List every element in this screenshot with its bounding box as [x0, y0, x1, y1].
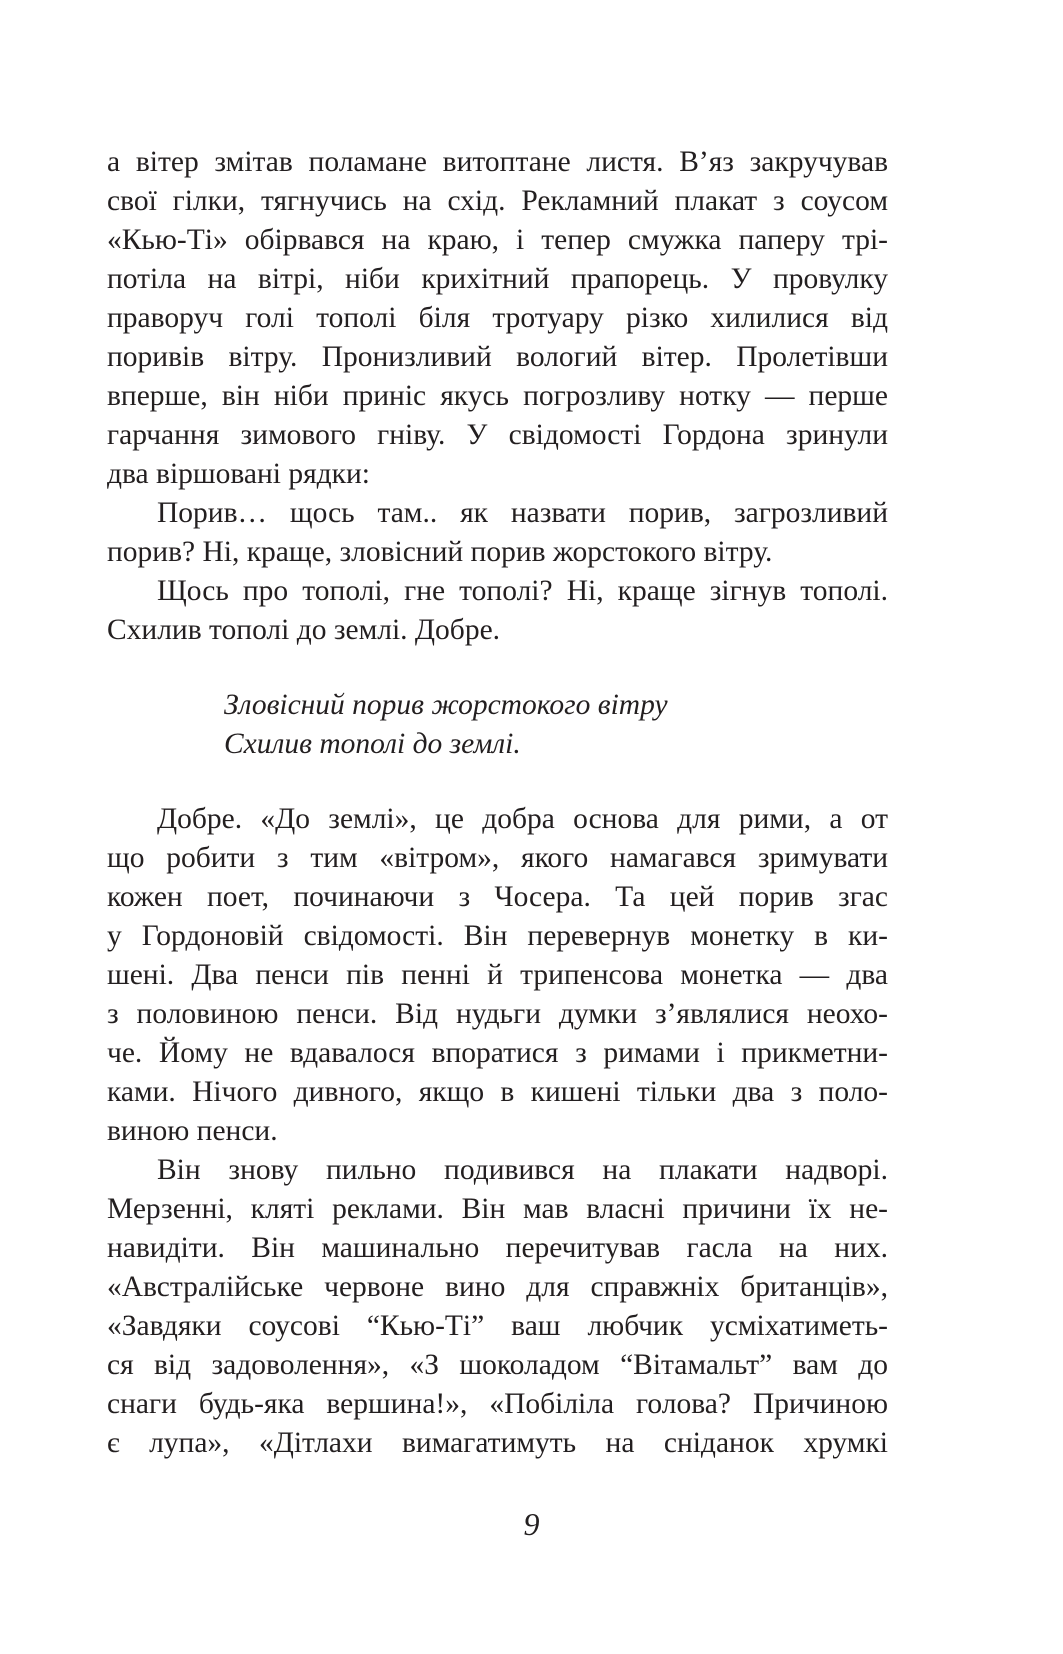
- text-line: Схилив тополі до землі. Добре.: [107, 614, 501, 646]
- text-line: виною пенси.: [107, 1115, 278, 1147]
- text-line: снаги будь-яка вершина!», «Побіліла голова? Причиною: [107, 1388, 888, 1420]
- text-line: Добре. «До землі», це добра основа для рими, а от: [157, 803, 888, 835]
- text-line: кожен поет, починаючи з Чосера. Та цей порив згас: [107, 881, 888, 913]
- text-line: свої гілки, тягнучись на схід. Рекламний плакат з соусом: [107, 185, 888, 217]
- text-line: «Завдяки соусові “Кью-Ті” ваш любчик усміхатиметь-: [107, 1310, 888, 1342]
- page-number: 9: [523, 1506, 540, 1542]
- text-line: че. Йому не вдавалося впоратися з римами і прикметни-: [107, 1037, 888, 1069]
- text-line: два віршовані рядки:: [107, 458, 370, 490]
- text-line: «Кью-Ті» обірвався на краю, і тепер смужка паперу трі-: [107, 224, 888, 256]
- text-line: що робити з тим «вітром», якого намагався зримувати: [107, 842, 888, 874]
- text-line: вперше, він ніби приніс якусь погрозливу нотку — перше: [107, 380, 888, 412]
- poem-quote: [224, 686, 888, 764]
- text-line: Порив… щось там.. як назвати порив, загрозливий: [157, 497, 888, 529]
- text-line: поривів вітру. Пронизливий вологий вітер. Пролетівши: [107, 341, 888, 373]
- poem-line: Зловісний порив жорстокого вітру: [224, 689, 668, 721]
- section-gap: [107, 650, 888, 686]
- paragraph: [107, 1151, 888, 1463]
- text-line: гарчання зимового гніву. У свідомості Гордона зринули: [107, 419, 888, 451]
- text-line: Щось про тополі, гне тополі? Ні, краще зігнув тополі.: [157, 575, 888, 607]
- paragraph: [107, 572, 888, 650]
- text-line: потіла на вітрі, ніби крихітний прапорець. У провулку: [107, 263, 888, 295]
- text-line: ся від задоволення», «З шоколадом “Вітамальт” вам до: [107, 1349, 888, 1381]
- poem-line: Схилив тополі до землі.: [224, 728, 521, 760]
- text-line: у Гордоновій свідомості. Він перевернув монетку в ки-: [107, 920, 888, 952]
- text-line: «Австралійське червоне вино для справжніх британців»,: [107, 1271, 888, 1303]
- text-line: порив? Ні, краще, зловісний порив жорстокого вітру.: [107, 536, 773, 568]
- text-line: Мерзенні, кляті реклами. Він мав власні причини їх не-: [107, 1193, 888, 1225]
- paragraph: [107, 800, 888, 1151]
- text-line: ками. Нічого дивного, якщо в кишені тільки два з поло-: [107, 1076, 888, 1108]
- text-line: Він знову пильно подивився на плакати надворі.: [157, 1154, 888, 1186]
- text-line: є лупа», «Дітлахи вимагатимуть на сніданок хрумкі: [107, 1427, 888, 1459]
- text-line: шені. Два пенси пів пенні й трипенсова монетка — два: [107, 959, 888, 991]
- text-line: з половиною пенси. Від нудьги думки з’являлися неохо-: [107, 998, 888, 1030]
- text-line: праворуч голі тополі біля тротуару різко хилилися від: [107, 302, 888, 334]
- section-gap: [107, 764, 888, 800]
- text-line: а вітер змітав поламане витоптане листя. В’яз закручував: [107, 146, 888, 178]
- paragraph: [107, 494, 888, 572]
- page-body: [107, 143, 888, 1463]
- paragraph: [107, 143, 888, 494]
- text-line: навидіти. Він машинально перечитував гасла на них.: [107, 1232, 888, 1264]
